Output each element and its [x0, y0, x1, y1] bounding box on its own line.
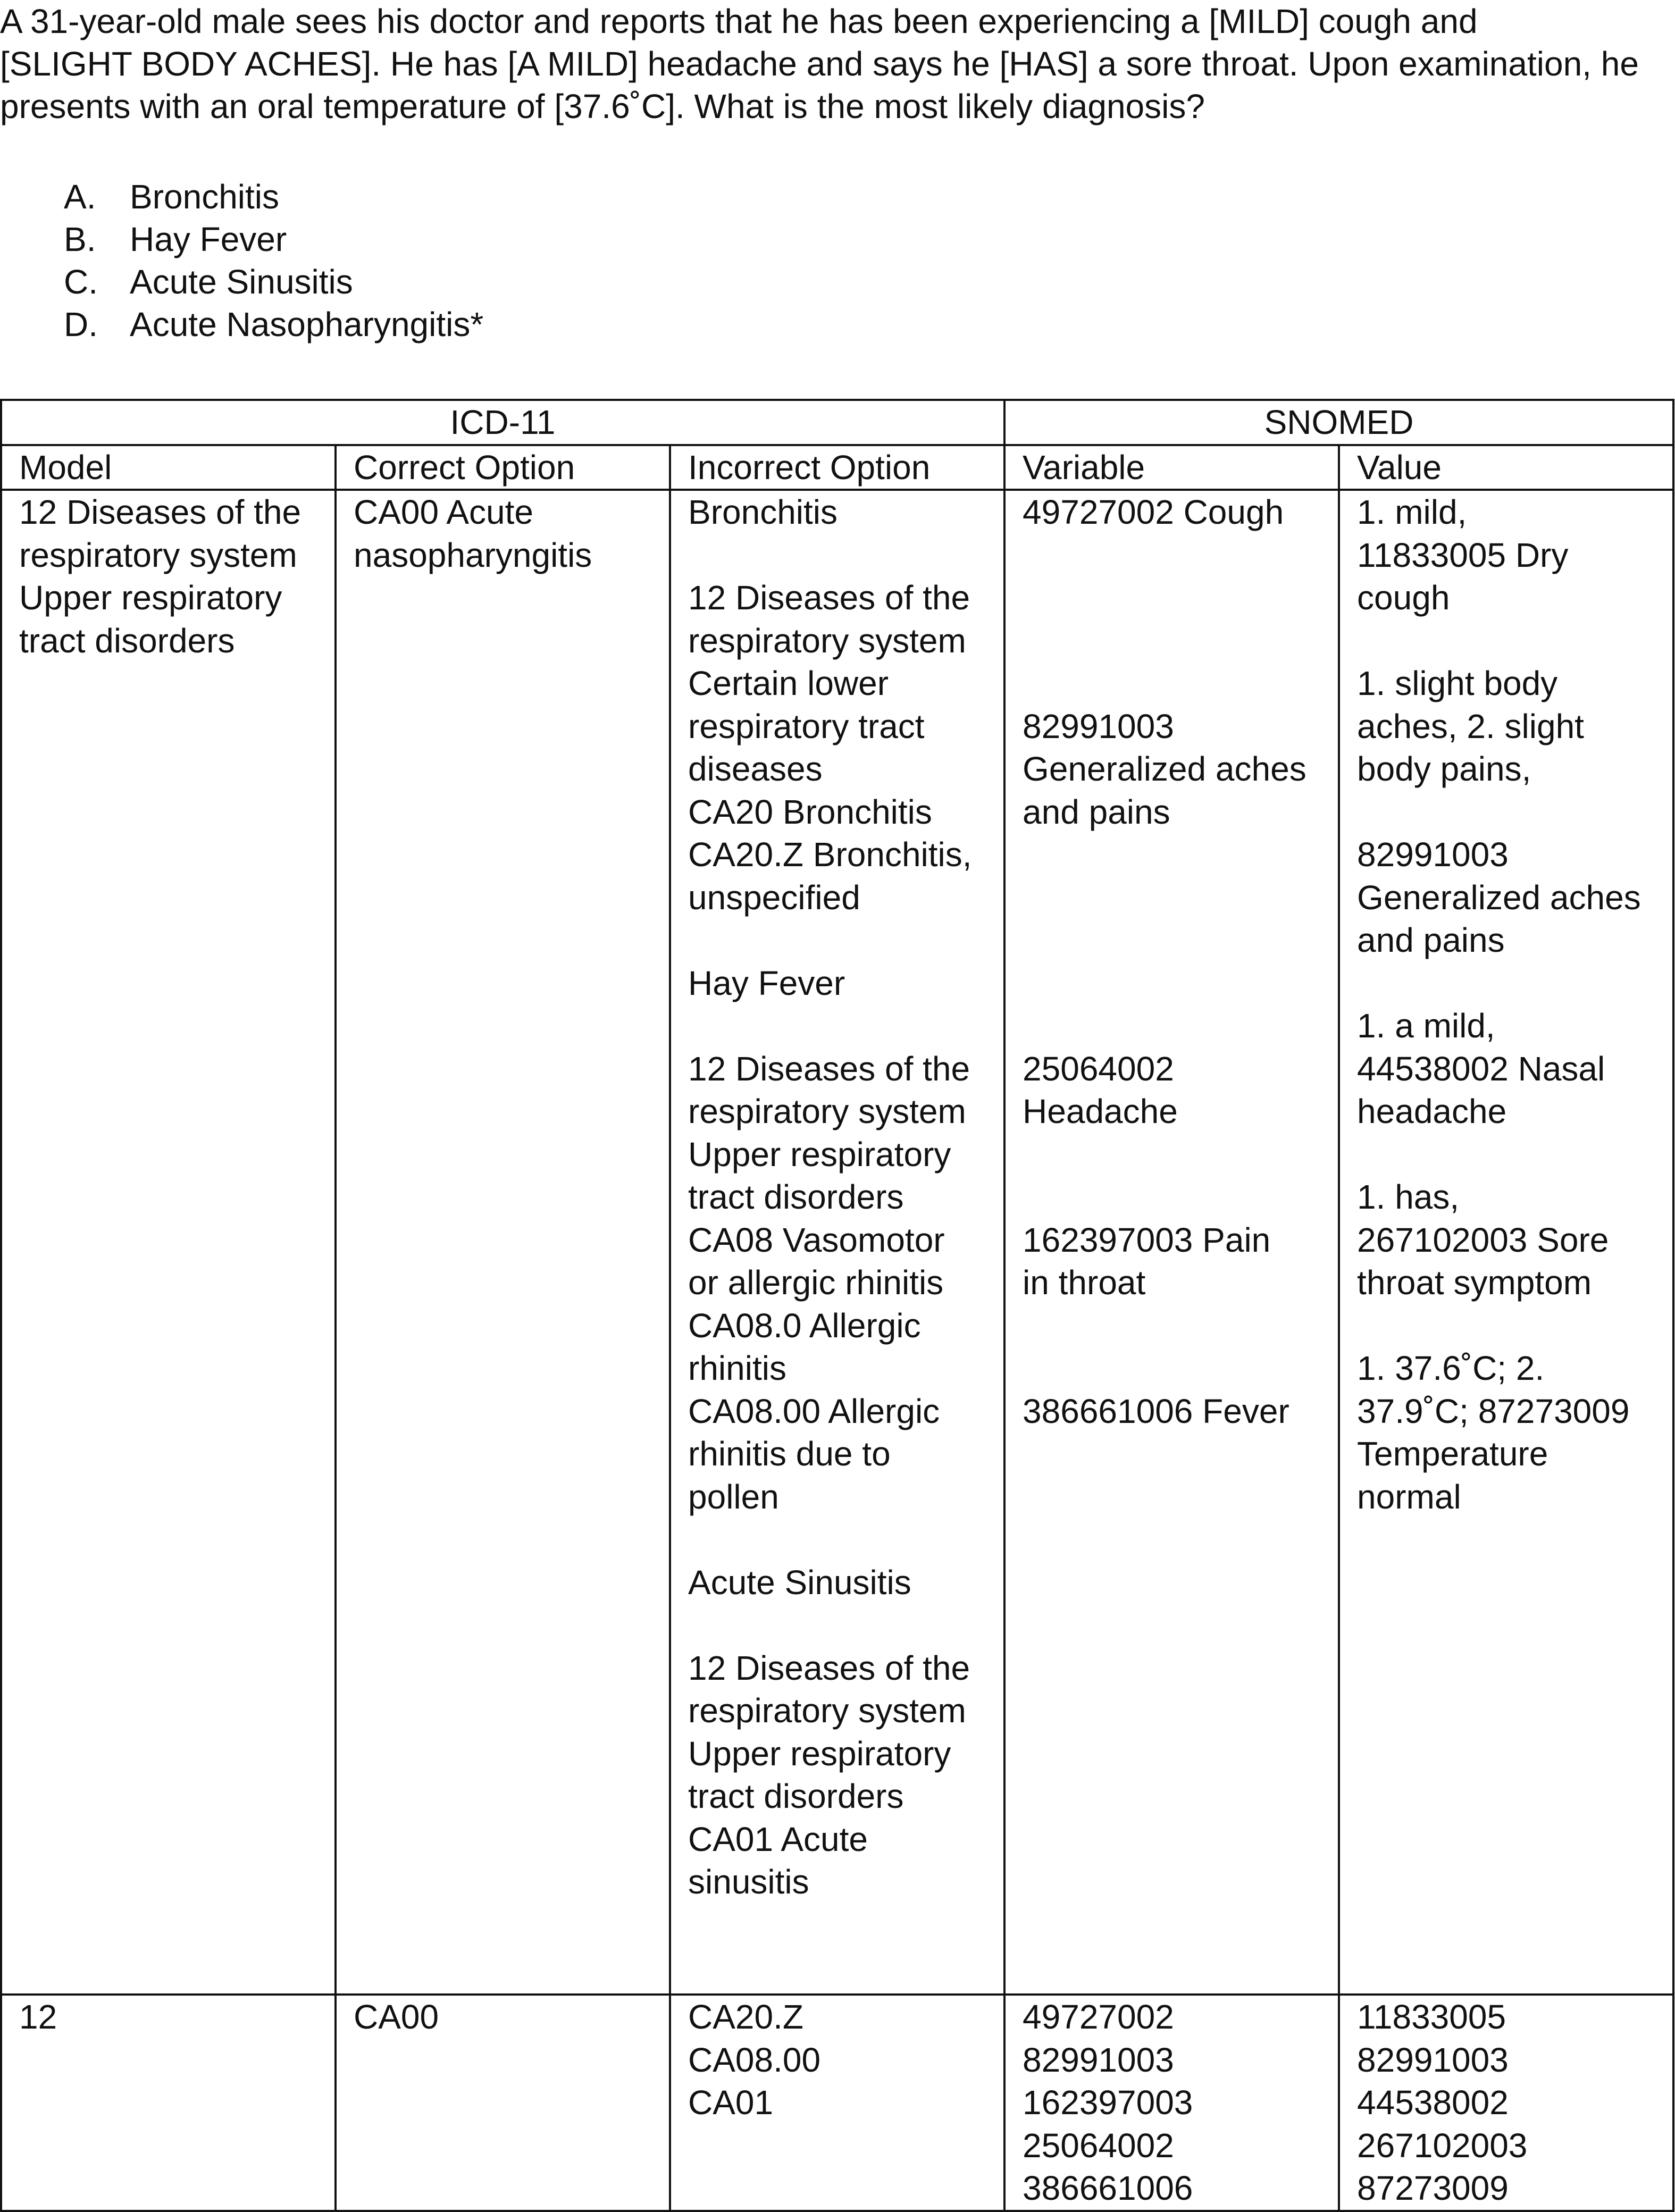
- snomed-header: SNOMED: [1004, 400, 1673, 445]
- cell-line: in throat: [1023, 1263, 1146, 1302]
- cell-line: tract disorders: [688, 1777, 904, 1815]
- blank-line: [1023, 1176, 1338, 1219]
- cell-line: respiratory system: [688, 1691, 966, 1730]
- cell-line: 82991003: [1023, 707, 1174, 745]
- cell-line: and pains: [1357, 921, 1505, 959]
- blank-line: [1357, 791, 1672, 834]
- cell-line: Upper respiratory: [688, 1135, 951, 1174]
- question-line: presents with an oral temperature of [37.6˚C]. What is the most likely diagnosis?: [0, 87, 1205, 125]
- cell-line: 44538002 Nasal: [1357, 1049, 1605, 1088]
- cell-line: 1. has,: [1357, 1178, 1460, 1216]
- cell-line: aches, 2. slight: [1357, 707, 1584, 745]
- column-header-variable: Variable: [1004, 445, 1339, 490]
- column-header-row: [1, 445, 1673, 490]
- blank-line: [1023, 619, 1338, 663]
- cell-line: pollen: [688, 1477, 779, 1516]
- cell-line: 87273009: [1357, 2169, 1509, 2207]
- mapping-table: [0, 399, 1674, 2212]
- cell-line: 1. mild,: [1357, 493, 1467, 531]
- blank-line: [1023, 833, 1338, 876]
- cell-line: CA00 Acute: [354, 493, 533, 531]
- detail-row: [1, 490, 1673, 1995]
- cell-line: and pains: [1023, 792, 1170, 831]
- blank-line: [1357, 962, 1672, 1005]
- cell-line: CA08 Vasomotor: [688, 1220, 945, 1259]
- column-header-incorrect-option: Incorrect Option: [670, 445, 1004, 490]
- correct-option-cell: [336, 490, 670, 1995]
- cell-line: headache: [1357, 1092, 1507, 1130]
- cell-line: 12 Diseases of the: [688, 1648, 970, 1687]
- cell-line: Upper respiratory: [688, 1734, 951, 1773]
- variable-code-cell: [1004, 1995, 1339, 2211]
- column-header-correct-option: Correct Option: [336, 445, 670, 490]
- blank-line: [1023, 1304, 1338, 1347]
- cell-line: respiratory system: [19, 535, 297, 574]
- answer-option: [64, 218, 483, 261]
- cell-line: CA08.00 Allergic: [688, 1392, 940, 1430]
- cell-line: respiratory system: [688, 1092, 966, 1130]
- blank-line: [1023, 962, 1338, 1005]
- cell-line: nasopharyngitis: [354, 535, 592, 574]
- incorrect-code-cell: [670, 1995, 1004, 2211]
- blank-line: [1357, 1133, 1672, 1176]
- cell-line: throat symptom: [1357, 1263, 1592, 1302]
- variable-cell: [1004, 490, 1339, 1995]
- cell-line: Hay Fever: [688, 963, 845, 1002]
- cell-line: rhinitis: [688, 1349, 786, 1387]
- column-header-model: Model: [1, 445, 336, 490]
- correct-code-cell: [336, 1995, 670, 2211]
- cell-line: 25064002: [1023, 2126, 1174, 2165]
- cell-line: Headache: [1023, 1092, 1178, 1130]
- cell-line: 82991003: [1357, 2040, 1509, 2079]
- option-text: Bronchitis: [130, 178, 279, 216]
- cell-line: 12: [19, 1998, 57, 2036]
- cell-line: Temperature: [1357, 1435, 1548, 1473]
- blank-line: [688, 919, 1003, 962]
- cell-line: 1. slight body: [1357, 664, 1558, 702]
- cell-line: 37.9˚C; 87273009: [1357, 1392, 1630, 1430]
- option-text: Hay Fever: [130, 220, 287, 258]
- cell-line: 162397003: [1023, 2083, 1193, 2122]
- cell-line: normal: [1357, 1477, 1461, 1516]
- cell-line: 49727002: [1023, 1998, 1174, 2036]
- cell-line: 11833005: [1357, 1998, 1506, 2036]
- cell-line: Generalized aches: [1357, 878, 1641, 917]
- cell-line: CA01 Acute: [688, 1820, 868, 1858]
- cell-line: 386661006: [1023, 2169, 1193, 2207]
- cell-line: tract disorders: [688, 1178, 904, 1216]
- model-code-cell: [1, 1995, 336, 2211]
- option-letter: C.: [64, 263, 98, 301]
- cell-line: diseases: [688, 750, 823, 788]
- answer-option: [64, 175, 483, 218]
- cell-line: Certain lower: [688, 664, 889, 702]
- incorrect-option-cell: [670, 490, 1004, 1995]
- option-letter: A.: [64, 178, 96, 216]
- value-code-cell: [1339, 1995, 1673, 2211]
- cell-line: 267102003 Sore: [1357, 1220, 1609, 1259]
- blank-line: [1023, 662, 1338, 705]
- cell-line: Generalized aches: [1023, 750, 1306, 788]
- cell-line: 25064002: [1023, 1049, 1174, 1088]
- answer-options: [64, 175, 483, 346]
- blank-line: [1357, 1304, 1672, 1347]
- option-text: Acute Nasopharyngitis*: [130, 305, 484, 343]
- cell-line: 12 Diseases of the: [688, 579, 970, 617]
- cell-line: respiratory tract: [688, 707, 925, 745]
- cell-line: CA08.0 Allergic: [688, 1306, 921, 1345]
- blank-line: [1023, 1133, 1338, 1176]
- value-cell: [1339, 490, 1673, 1995]
- cell-line: 1. a mild,: [1357, 1007, 1495, 1045]
- cell-line: CA08.00: [688, 2040, 821, 2079]
- option-text: Acute Sinusitis: [130, 263, 353, 301]
- cell-line: CA20 Bronchitis: [688, 792, 932, 831]
- blank-line: [1023, 576, 1338, 619]
- cell-line: CA20.Z: [688, 1998, 803, 2036]
- blank-line: [688, 1004, 1003, 1048]
- cell-line: Acute Sinusitis: [688, 1563, 911, 1602]
- column-header-value: Value: [1339, 445, 1673, 490]
- cell-line: respiratory system: [688, 621, 966, 660]
- cell-line: CA00: [354, 1998, 439, 2036]
- cell-line: sinusitis: [688, 1863, 809, 1901]
- cell-line: 82991003: [1357, 835, 1509, 874]
- blank-line: [688, 1518, 1003, 1561]
- blank-line: [1023, 876, 1338, 919]
- model-cell: [1, 490, 336, 1995]
- question-line: A 31-year-old male sees his doctor and reports that he has been experiencing a [MILD] cough and: [0, 2, 1478, 40]
- cell-line: 82991003: [1023, 2040, 1174, 2079]
- blank-line: [1023, 534, 1338, 577]
- cell-line: rhinitis due to: [688, 1435, 891, 1473]
- cell-line: unspecified: [688, 878, 860, 917]
- cell-line: CA20.Z Bronchitis,: [688, 835, 972, 874]
- cell-line: 49727002 Cough: [1023, 493, 1284, 531]
- cell-line: cough: [1357, 579, 1450, 617]
- blank-line: [1023, 919, 1338, 962]
- option-letter: B.: [64, 220, 96, 258]
- option-letter: D.: [64, 305, 98, 343]
- cell-line: 12 Diseases of the: [688, 1049, 970, 1088]
- cell-line: 162397003 Pain: [1023, 1220, 1271, 1259]
- answer-option: [64, 303, 483, 346]
- cell-line: 267102003: [1357, 2126, 1528, 2165]
- blank-line: [688, 1604, 1003, 1647]
- cell-line: 12 Diseases of the: [19, 493, 302, 531]
- answer-option: [64, 261, 483, 303]
- cell-line: tract disorders: [19, 621, 235, 660]
- blank-line: [1023, 1004, 1338, 1048]
- group-header-row: [1, 400, 1673, 445]
- cell-line: Bronchitis: [688, 493, 838, 531]
- cell-line: Upper respiratory: [19, 579, 282, 617]
- icd11-header: ICD-11: [1, 400, 1004, 445]
- code-row: [1, 1995, 1673, 2211]
- cell-line: 1. 37.6˚C; 2.: [1357, 1349, 1545, 1387]
- blank-line: [1357, 619, 1672, 663]
- cell-line: body pains,: [1357, 750, 1531, 788]
- cell-line: 386661006 Fever: [1023, 1392, 1289, 1430]
- cell-line: 44538002: [1357, 2083, 1509, 2122]
- cell-line: 11833005 Dry: [1357, 535, 1569, 574]
- question-text: [0, 0, 1675, 128]
- blank-line: [688, 534, 1003, 577]
- blank-line: [1023, 1347, 1338, 1390]
- cell-line: or allergic rhinitis: [688, 1263, 944, 1302]
- question-line: [SLIGHT BODY ACHES]. He has [A MILD] headache and says he [HAS] a sore throat. Upon examination, he: [0, 45, 1639, 83]
- cell-line: CA01: [688, 2083, 774, 2122]
